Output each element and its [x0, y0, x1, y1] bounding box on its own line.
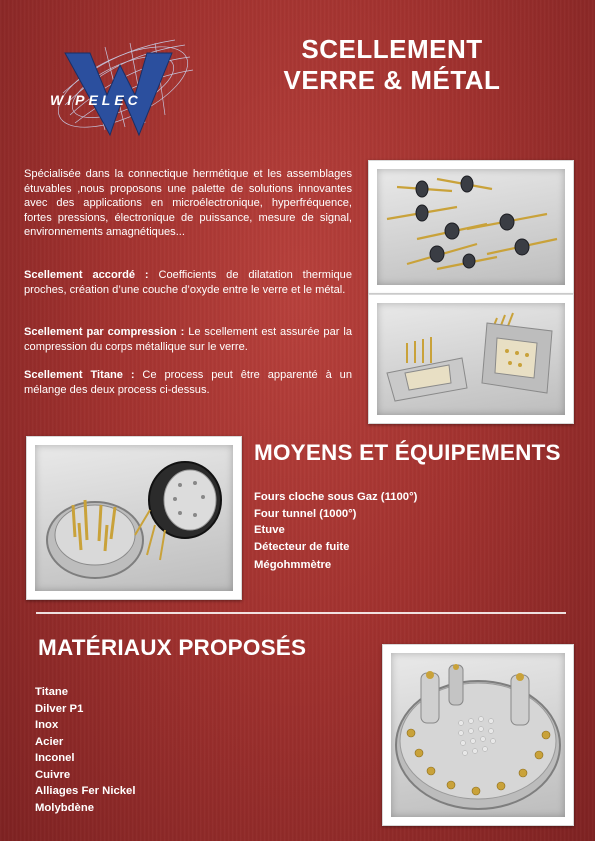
section-text: Coefficients de dilatation thermique proches, création d’une couche d’oxyde entre le verre et le métal. — [24, 269, 352, 296]
list-item: Acier — [35, 735, 64, 748]
list-item: Cuivre — [35, 768, 71, 781]
photo-dsub-connectors — [368, 294, 574, 424]
logo-text: WIPELEC — [50, 92, 142, 108]
section-text: Le scellement est assurée par la compression du corps métallique sur le verre. — [24, 326, 352, 353]
section-text: Ce process peut être apparenté à un mélange des deux process ci-dessus. — [24, 369, 352, 396]
materiaux-list — [35, 684, 135, 816]
section-scellement-compression — [24, 325, 352, 354]
materiaux-title: MATÉRIAUX PROPOSÉS — [38, 635, 307, 660]
section-term: Scellement par compression : — [24, 326, 185, 338]
list-item: Mégohmmètre — [254, 559, 332, 571]
title-line-2: VERRE & MÉTAL — [283, 65, 501, 95]
moyens-title: MOYENS ET ÉQUIPEMENTS — [254, 440, 561, 465]
list-item: Alliages Fer Nickel — [35, 785, 136, 797]
list-item: Four tunnel (1000°) — [254, 507, 357, 520]
list-item: Inox — [35, 719, 59, 731]
list-item: Fours cloche sous Gaz (1100°) — [254, 491, 418, 503]
list-item: Molybdène — [35, 801, 94, 814]
photo-circular-headers — [26, 436, 242, 600]
photo-glass-pins — [368, 160, 574, 294]
page-title — [262, 34, 522, 96]
section-term: Scellement Titane : — [24, 369, 135, 381]
section-term: Scellement accordé : — [24, 269, 149, 281]
list-item: Titane — [35, 686, 69, 698]
title-line-1: SCELLEMENT — [301, 34, 483, 64]
section-scellement-accorde — [24, 268, 352, 297]
intro-paragraph: Spécialisée dans la connectique hermétique et les assemblages étuvables ,nous proposons une palette de solutions innovantes avec des applications en microélectronique, hyperfréquence, fortes pressions, électronique de puissance, mesure de signal, environnements amagnétiques... — [24, 168, 352, 238]
wipelec-logo — [35, 35, 200, 140]
list-item: Etuve — [254, 524, 285, 536]
list-item: Dilver P1 — [35, 702, 84, 715]
photo-multipin-header — [382, 644, 574, 826]
moyens-list — [254, 489, 417, 574]
list-item: Inconel — [35, 752, 75, 764]
section-scellement-titane — [24, 368, 352, 397]
list-item: Détecteur de fuite — [254, 540, 350, 553]
section-divider — [36, 612, 566, 614]
